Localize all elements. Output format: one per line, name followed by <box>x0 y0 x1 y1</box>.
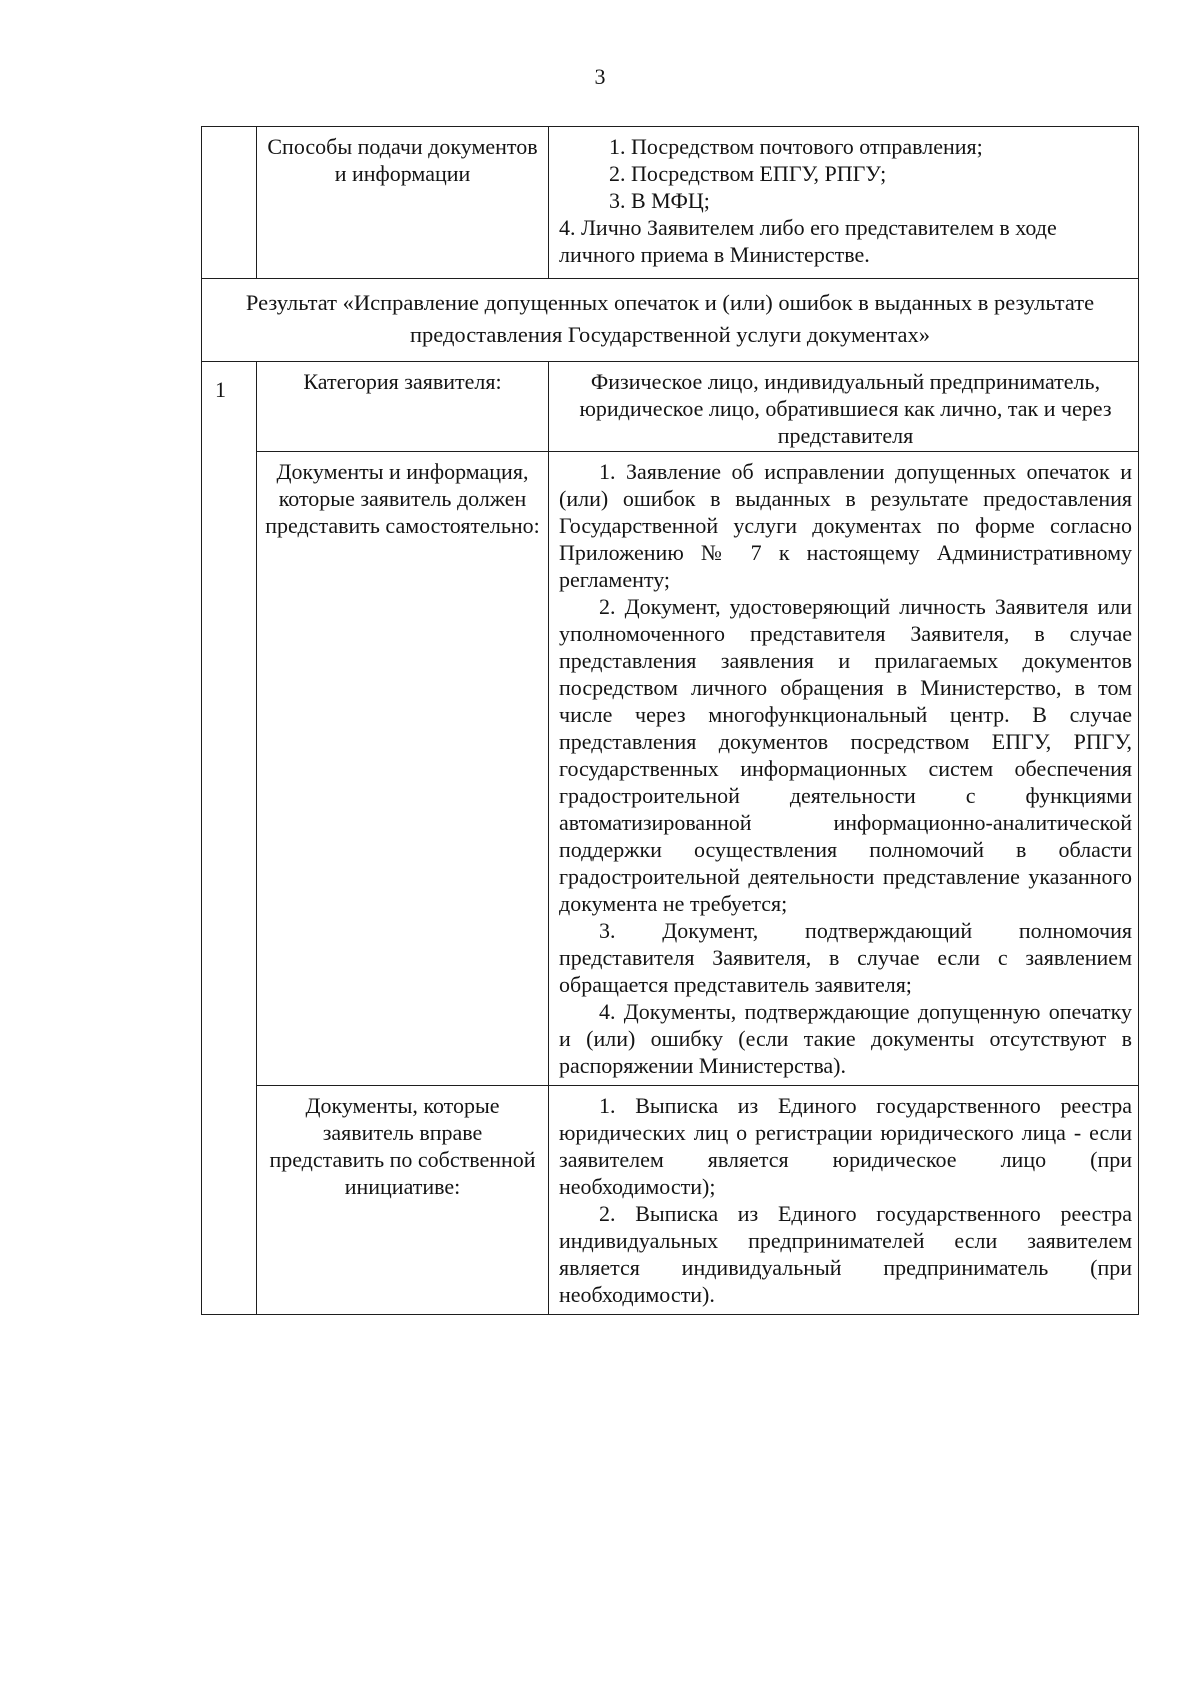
submission-method-item: 4. Лично Заявителем либо его представителем в ходе личного приема в Министерстве. <box>559 215 1057 267</box>
document-table <box>201 126 1139 1315</box>
row-number: 1 <box>202 362 257 1315</box>
submission-methods-label: Способы подачи документов и информации <box>257 127 549 279</box>
submission-methods-list <box>549 127 1139 279</box>
page-number: 3 <box>594 64 606 89</box>
optional-documents-row <box>202 1086 1139 1315</box>
section-header: Результат «Исправление допущенных опечаток и (или) ошибок в выданных в результате предоставления Государственной услуги документах» <box>202 279 1139 362</box>
required-documents-label: Документы и информация, которые заявитель должен представить самостоятельно: <box>257 452 549 1086</box>
applicant-category-text: Физическое лицо, индивидуальный предприниматель, юридическое лицо, обратившиеся как лично, так и через представителя <box>579 369 1112 448</box>
applicant-category-value <box>549 362 1139 452</box>
required-documents-row <box>202 452 1139 1086</box>
applicant-category-label: Категория заявителя: <box>257 362 549 452</box>
required-document-item: 1. Заявление об исправлении допущенных опечаток и (или) ошибок в выданных в результате предоставления Государственной услуги документах по форме согласно Приложению № 7 к настоящему Административному регламенту; <box>559 459 1132 592</box>
required-document-item: 3. Документ, подтверждающий полномочия представителя Заявителя, в случае если с заявлением обращается представитель заявителя; <box>559 918 1132 997</box>
submission-method-item: 2. Посредством ЕПГУ, РПГУ; <box>609 161 887 186</box>
submission-method-item: 1. Посредством почтового отправления; <box>609 134 983 159</box>
optional-documents-list <box>549 1086 1139 1315</box>
submission-method-item: 3. В МФЦ; <box>609 188 710 213</box>
applicant-category-row <box>202 362 1139 452</box>
optional-document-item: 2. Выписка из Единого государственного реестра индивидуальных предпринимателей если заявителем является индивидуальный предприниматель (при необходимости). <box>559 1201 1132 1307</box>
required-document-item: 2. Документ, удостоверяющий личность Заявителя или уполномоченного представителя Заявителя, в случае представления заявления и прилагаемых документов посредством личного обращения в Министерство, в том числе через многофункциональный центр. В случае представления документов посредством ЕПГУ, РПГУ, государственных информационных систем обеспечения градостроительной деятельности с функциями автоматизированной информационно-аналитической поддержки осуществления полномочий в области градостроительной деятельности представление указанного документа не требуется; <box>559 594 1132 916</box>
optional-document-item: 1. Выписка из Единого государственного реестра юридических лиц о регистрации юридического лица - если заявителем является юридическое лицо (при необходимости); <box>559 1093 1132 1199</box>
submission-methods-row <box>202 127 1139 279</box>
optional-documents-label: Документы, которые заявитель вправе представить по собственной инициативе: <box>257 1086 549 1315</box>
section-header-row <box>202 279 1139 362</box>
row-number-cell-empty <box>202 127 257 279</box>
required-documents-list <box>549 452 1139 1086</box>
required-document-item: 4. Документы, подтверждающие допущенную опечатку и (или) ошибку (если такие документы отсутствуют в распоряжении Министерства). <box>559 999 1132 1078</box>
